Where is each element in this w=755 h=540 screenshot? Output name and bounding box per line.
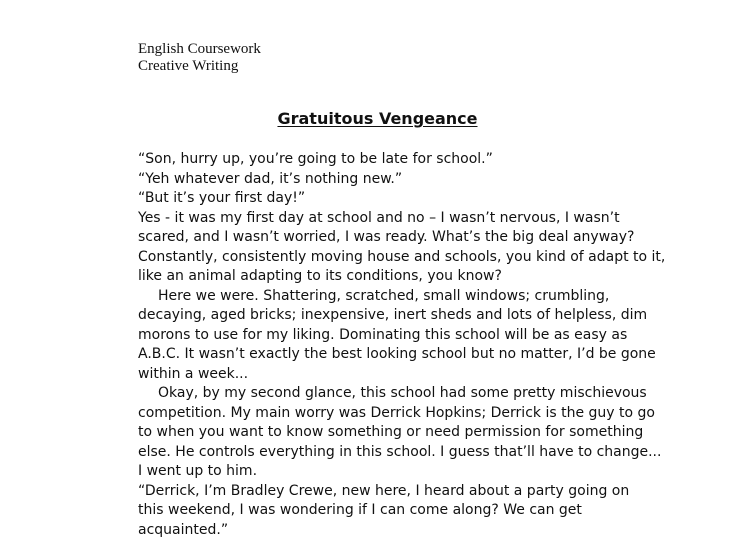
story-line: Here we were. Shattering, scratched, small windows; crumbling,: [138, 287, 638, 307]
document-header: [138, 41, 261, 75]
story-line: Okay, by my second glance, this school had some pretty mischievous: [138, 384, 638, 404]
story-line: A.B.C. It wasn’t exactly the best looking school but no matter, I’d be gone: [138, 345, 638, 365]
story-line: “But it’s your first day!”: [138, 189, 638, 209]
story-line: morons to use for my liking. Dominating this school will be as easy as: [138, 326, 638, 346]
story-line: else. He controls everything in this school. I guess that’ll have to change...: [138, 443, 638, 463]
story-line: decaying, aged bricks; inexpensive, inert sheds and lots of helpless, dim: [138, 306, 638, 326]
story-line: “Yeh whatever dad, it’s nothing new.”: [138, 170, 638, 190]
story-line: acquainted.”: [138, 521, 638, 540]
story-line: “Derrick, I’m Bradley Crewe, new here, I heard about a party going on: [138, 482, 638, 502]
story-body: [138, 150, 638, 540]
subject-label: Creative Writing: [138, 58, 261, 75]
story-line: I went up to him.: [138, 462, 638, 482]
story-line: Constantly, consistently moving house and schools, you kind of adapt to it,: [138, 248, 638, 268]
story-title: Gratuitous Vengeance: [0, 109, 755, 129]
story-line: like an animal adapting to its conditions, you know?: [138, 267, 638, 287]
story-line: within a week...: [138, 365, 638, 385]
course-label: English Coursework: [138, 41, 261, 58]
story-line: competition. My main worry was Derrick Hopkins; Derrick is the guy to go: [138, 404, 638, 424]
story-line: Yes - it was my first day at school and no – I wasn’t nervous, I wasn’t: [138, 209, 638, 229]
story-line: scared, and I wasn’t worried, I was ready. What’s the big deal anyway?: [138, 228, 638, 248]
story-line: to when you want to know something or need permission for something: [138, 423, 638, 443]
story-line: this weekend, I was wondering if I can come along? We can get: [138, 501, 638, 521]
story-line: “Son, hurry up, you’re going to be late for school.”: [138, 150, 638, 170]
